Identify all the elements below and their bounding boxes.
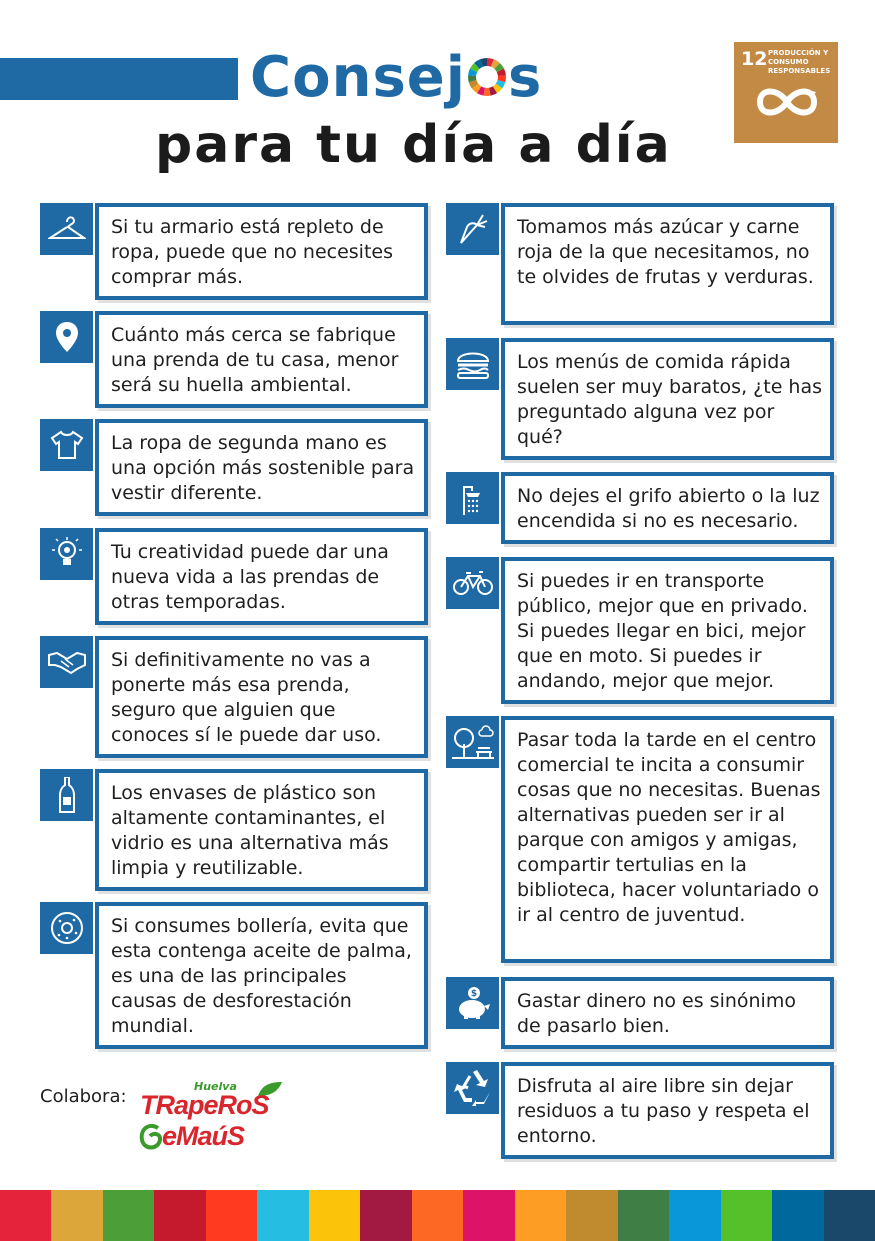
traperos-emaus-logo — [138, 1080, 308, 1158]
tip-box: Si tu armario está repleto de ropa, puede que no necesites comprar más. — [95, 203, 428, 300]
color-stripe — [154, 1190, 205, 1241]
tip-box: La ropa de segunda mano es una opción más sostenible para vestir diferente. — [95, 419, 428, 516]
tip-box: Tu creatividad puede dar una nueva vida a las prendas de otras temporadas. — [95, 528, 428, 625]
sdg-wheel-icon — [467, 57, 507, 97]
lightbulb-icon — [40, 528, 93, 580]
logo-swirl-icon — [138, 1122, 164, 1152]
color-stripe — [103, 1190, 154, 1241]
page-title-line2: para tu día a día — [155, 115, 672, 175]
header-accent-bar — [0, 58, 238, 100]
color-stripe — [618, 1190, 669, 1241]
tip-box: Tomamos más azúcar y carne roja de la que necesitamos, no te olvides de frutas y verduras. — [501, 203, 834, 325]
color-stripe — [51, 1190, 102, 1241]
color-stripe — [721, 1190, 772, 1241]
colabora-label: Colabora: — [40, 1086, 127, 1107]
color-stripe — [309, 1190, 360, 1241]
logo-line1: TRapeRoS — [140, 1090, 269, 1120]
color-stripe — [257, 1190, 308, 1241]
color-stripe — [463, 1190, 514, 1241]
tshirt-icon — [40, 419, 93, 471]
color-stripe — [669, 1190, 720, 1241]
color-stripe — [824, 1190, 875, 1241]
color-stripe — [206, 1190, 257, 1241]
tip-box: Disfruta al aire libre sin dejar residuos a tu paso y respeta el entorno. — [501, 1062, 834, 1159]
tip-box: Si consumes bollería, evita que esta contenga aceite de palma, es una de las principales causas de desforestación mundial. — [95, 902, 428, 1049]
location-pin-icon — [40, 311, 93, 363]
donut-icon — [40, 902, 93, 954]
tip-box: Gastar dinero no es sinónimo de pasarlo bien. — [501, 977, 834, 1049]
color-stripe — [0, 1190, 51, 1241]
shower-icon — [446, 472, 499, 524]
color-stripe — [772, 1190, 823, 1241]
color-stripe — [360, 1190, 411, 1241]
sdg-12-badge — [734, 42, 838, 143]
recycle-icon — [446, 1062, 499, 1114]
color-stripe — [566, 1190, 617, 1241]
sdg-label: PRODUCCIÓN Y CONSUMO RESPONSABLES — [768, 49, 831, 75]
carrot-icon — [446, 203, 499, 255]
page-title-line1: Consej s — [250, 45, 543, 110]
tip-box: Pasar toda la tarde en el centro comercial te incita a consumir cosas que no necesitas. Buenas alternativas pueden ser ir al parque con amigos y amigas, compartir tertulias en la biblioteca, hacer voluntariado o ir al centro de juventud. — [501, 716, 834, 963]
logo-small-text: Huelva — [194, 1080, 237, 1093]
infinity-icon — [754, 82, 820, 122]
tip-box: Cuánto más cerca se fabrique una prenda de tu casa, menor será su huella ambiental. — [95, 311, 428, 408]
tip-box: No dejes el grifo abierto o la luz encendida si no es necesario. — [501, 472, 834, 544]
park-icon — [446, 716, 499, 768]
tip-box: Si puedes ir en transporte público, mejor que en privado. Si puedes llegar en bici, mejor que en moto. Si puedes ir andando, mejor que mejor. — [501, 557, 834, 704]
bicycle-icon — [446, 557, 499, 609]
burger-icon — [446, 338, 499, 390]
color-stripe — [515, 1190, 566, 1241]
piggy-bank-icon — [446, 977, 499, 1029]
tip-box: Los envases de plástico son altamente contaminantes, el vidrio es una alternativa más limpia y reutilizable. — [95, 769, 428, 891]
sdg-color-stripes — [0, 1190, 875, 1241]
svg-text:$: $ — [470, 989, 477, 999]
bottle-icon — [40, 769, 93, 821]
tip-box: Los menús de comida rápida suelen ser muy baratos, ¿te has preguntado alguna vez por qué? — [501, 338, 834, 460]
handshake-icon — [40, 636, 93, 688]
sdg-number: 12 — [741, 48, 768, 70]
logo-line2: eMaúS — [162, 1121, 245, 1151]
hanger-icon — [40, 203, 93, 255]
color-stripe — [412, 1190, 463, 1241]
tip-box: Si definitivamente no vas a ponerte más esa prenda, seguro que alguien que conoces sí le puede dar uso. — [95, 636, 428, 758]
